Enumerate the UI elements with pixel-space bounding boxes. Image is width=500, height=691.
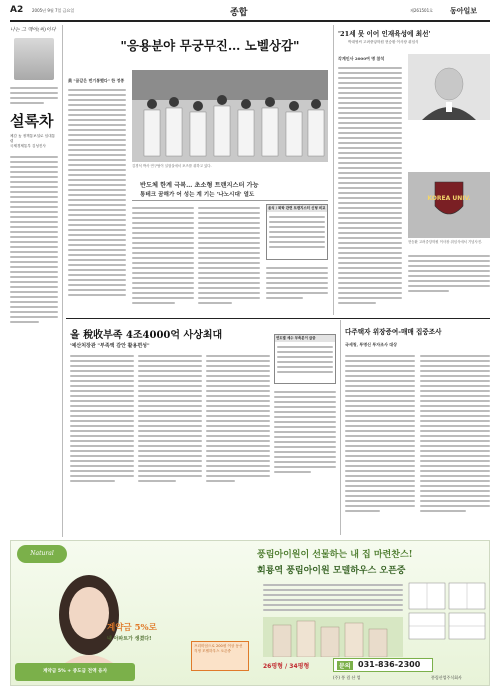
section-rule-1: [66, 318, 490, 319]
ad-units: 26평형 / 34평형: [263, 663, 310, 670]
lead-body-col2: [132, 204, 194, 304]
misc-body-col1: [345, 352, 415, 512]
ad-brand-logo: [17, 545, 67, 563]
lead-body-col1: [68, 86, 126, 296]
ad-notice-text: 프리미엄으로 200평 이상 동선 걱정 모델하우스 오픈중: [194, 644, 243, 653]
ad-phone-label: 문의: [339, 663, 351, 670]
profile-portrait: [408, 54, 490, 120]
misc-headline: 다주택자 위장증여-매매 집중조사: [345, 328, 442, 336]
ad-headline: 풍림아이원이 선물하는 내 집 마련찬스!: [257, 550, 413, 560]
issue-date: 2005년 9월 7일 금요일: [32, 8, 75, 13]
lead-table-title: 음식 / 화학 관련 트랜지스터 신형 비교: [268, 206, 326, 210]
profile-sub2: 각계인사 2000여 명 참석: [338, 56, 385, 61]
masthead: [10, 5, 490, 19]
column-title: 설록차: [10, 112, 54, 130]
misc-body-col2: [420, 352, 490, 512]
column-byline: 체감 높 정책통보설로 임대통령: [10, 134, 56, 143]
lead-photo-caption: 김경석 박사 연구팀이 실험실에서 포즈를 취하고 있다.: [132, 164, 212, 168]
profile-headline: '21세 못 이어 인재육성에 최선': [338, 30, 431, 38]
ad-lender: 풍림산업주식회사: [431, 675, 462, 680]
scientists-group-image: [132, 70, 328, 162]
ad-developer: (주) 풍 림 산 업: [333, 675, 361, 680]
ad-copy: [263, 581, 403, 611]
column-divider: [62, 25, 63, 537]
profile-body-col1: [338, 64, 402, 304]
university-emblem-image: [408, 172, 490, 238]
tax-divider: [340, 320, 341, 535]
edition-number: 제261501호: [410, 8, 433, 13]
page-number: A2: [10, 5, 24, 15]
ad-incentive-badge: [15, 663, 135, 681]
ad-incentive-text: 계약금 5% + 중도금 전액 융자: [42, 669, 108, 674]
tax-body-col2: [138, 352, 202, 482]
profile-badge-photo: [408, 172, 490, 238]
ad-apartments-image: [263, 617, 403, 657]
tax-body-col3: [206, 352, 270, 482]
ad-phone-box[interactable]: [333, 658, 433, 672]
lead-deck-2: 통테크 꿈해가 어 성는 계 기는 '나노시대' 열도: [140, 192, 255, 198]
masthead-rule: [10, 20, 490, 22]
lead-photo: [132, 70, 328, 162]
profile-body-col2: [408, 252, 490, 292]
profile-subhead: 박대영씨 고려중앙학원 현승환 이사장 취임식: [348, 40, 419, 44]
tax-table-title: 연도별 세수 부족분이 급증: [275, 335, 335, 342]
column-byline-2: 국제경제통부 김성진사: [10, 144, 46, 148]
section-title: 종합: [230, 8, 248, 18]
tax-subhead: '예산처장관 "부족액 감안 활용편성": [70, 343, 150, 349]
lead-divider: [333, 25, 334, 315]
ad-brand-text: Natural: [30, 550, 54, 557]
tax-body-col4: [274, 388, 336, 473]
lead-subhead: 美 "꿈같은 번기통했다" 한 정종: [68, 78, 125, 83]
ad-title: 회룡역 풍림아이원 모델하우스 오픈중: [257, 566, 406, 576]
column-body: [10, 153, 58, 323]
misc-subhead: 국세청, 투명신 투자조사 대상: [345, 342, 397, 347]
lead-deck-rule: [132, 200, 328, 201]
ad-banner[interactable]: [10, 540, 490, 686]
tax-body-col1: [70, 352, 134, 482]
column-author-photo: [14, 38, 54, 80]
column-box: [10, 27, 58, 342]
lead-body-col4: [266, 264, 328, 299]
lead-body-col3: [198, 204, 260, 304]
ad-rate-tagline: 내 아파트가 생겼다!: [107, 636, 152, 642]
lead-table: [266, 204, 328, 260]
badge-text: KOREA UNIV.: [427, 195, 471, 202]
ad-phone-number: 031-836-2300: [358, 660, 421, 669]
lead-deck-1: 반도체 한계 극복… 초소형 트랜지스터 가능: [140, 182, 259, 189]
paper-name: 동아일보: [450, 6, 478, 15]
profile-caption: 현승환 고려중앙학원 이사장 취임식에서 기념사진.: [408, 240, 483, 244]
lead-headline: "응용분야 무궁무진… 노벨상감": [120, 38, 300, 53]
tax-headline: 올 稅收부족 4조4000억 사상최대: [70, 330, 223, 341]
column-kicker: 나는 그 맥아(씨)이다: [10, 27, 56, 33]
portrait-image: [408, 54, 490, 120]
ad-notice-box: [191, 641, 249, 671]
floorplan-image: [407, 581, 487, 641]
ad-rate: 계약금 5%로: [107, 623, 157, 633]
ad-floorplans: [407, 581, 487, 641]
apartments-image: [263, 617, 403, 657]
tax-table: [274, 334, 336, 384]
model-image: [31, 565, 151, 675]
ad-model-photo: [31, 565, 151, 675]
